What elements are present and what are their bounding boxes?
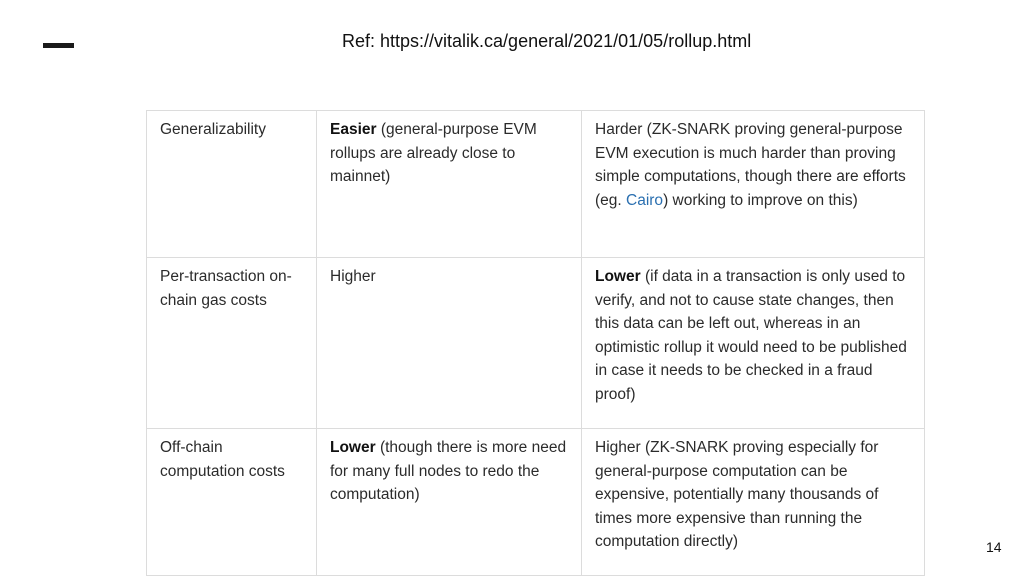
emphasis-text: Lower <box>330 439 376 456</box>
cell-text: Harder (ZK-SNARK proving general-purpose EVM execution is much harder than proving simple computations, though there are efforts (eg. <box>595 121 906 209</box>
cairo-link[interactable]: Cairo <box>626 191 664 209</box>
page-number: 14 <box>986 539 1002 555</box>
table-row-generalizability <box>147 111 925 258</box>
table-row-offchain-costs <box>147 429 925 576</box>
optimistic-cell: Higher <box>317 258 582 429</box>
cell-text: (if data in a transaction is only used to verify, and not to cause state changes, then this data can be left out, whereas in an optimistic rollup it would need to be published in case it needs to be checked in a fraud proof) <box>595 268 907 403</box>
cell-text: (though there is more need for many full nodes to redo the computation) <box>330 439 567 503</box>
zk-cell <box>582 111 925 258</box>
row-label: Off-chain computation costs <box>147 429 317 576</box>
cell-text: (general-purpose EVM rollups are already close to mainnet) <box>330 121 537 185</box>
title-dash-decoration <box>43 43 74 48</box>
cell-text: ) working to improve on this) <box>663 191 858 209</box>
zk-cell: Higher (ZK-SNARK proving especially for general-purpose computation can be expensive, potentially many thousands of times more expensive than running the computation directly) <box>582 429 925 576</box>
comparison-table <box>146 110 925 576</box>
zk-cell <box>582 258 925 429</box>
row-label: Per-transaction on-chain gas costs <box>147 258 317 429</box>
reference-text: Ref: https://vitalik.ca/general/2021/01/05/rollup.html <box>342 31 752 51</box>
optimistic-cell <box>317 429 582 576</box>
emphasis-text: Easier <box>330 121 377 138</box>
optimistic-cell <box>317 111 582 258</box>
row-label: Generalizability <box>147 111 317 258</box>
emphasis-text: Lower <box>595 268 641 285</box>
table-row-gas-costs <box>147 258 925 429</box>
